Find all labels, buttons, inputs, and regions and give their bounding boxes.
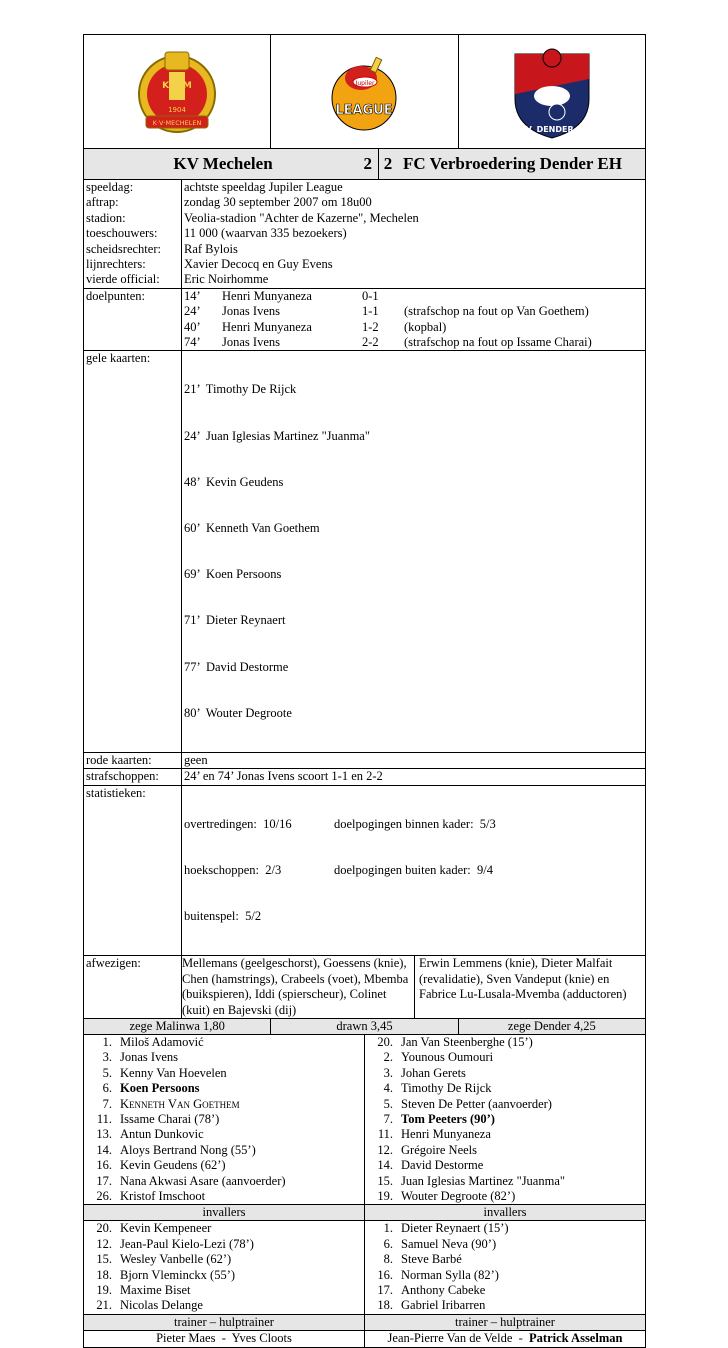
match-info	[84, 180, 645, 1018]
svg-text:Jupiler: Jupiler	[356, 79, 375, 87]
absent-away: Erwin Lemmens (knie), Dieter Malfait (revalidatie), Sven Vandeput (knie) en Fabrice Lu-Lusala-Mvemba (adductoren)	[419, 956, 627, 1002]
player-row: 20. Jan Van Steenberghe (15’)	[377, 1034, 533, 1049]
sub-row: 8. Steve Barbé	[383, 1252, 462, 1267]
player-row: 2. Younous Oumouri	[383, 1050, 494, 1065]
goals-list	[182, 288, 645, 351]
home-trainer-title: trainer – hulptrainer	[174, 1314, 274, 1329]
subs-header	[84, 1204, 645, 1220]
odds-home: zege Malinwa 1,80	[129, 1018, 225, 1033]
sub-row: 6. Samuel Neva (90’)	[383, 1236, 497, 1251]
player-row: 12. Grégoire Neels	[377, 1142, 478, 1157]
trainers	[84, 1330, 645, 1347]
stat-offside: buitenspel: 5/2	[184, 909, 262, 924]
card-row: 69’ Koen Persoons	[184, 567, 282, 582]
sub-row: 17. Anthony Cabeke	[377, 1283, 486, 1298]
svg-text:K·V·M: K·V·M	[162, 80, 193, 91]
sub-row: 20. Kevin Kempeneer	[96, 1221, 212, 1236]
goal-row: 40’ Henri Munyaneza 1-2 (kopbal)	[184, 319, 447, 334]
absent-values	[182, 955, 645, 1018]
player-row: 11. Issame Charai (78’)	[96, 1111, 220, 1126]
card-row: 48’ Kevin Geudens	[184, 474, 284, 489]
odds-away: zege Dender 4,25	[458, 1019, 645, 1034]
stat-shots-on: doelpogingen binnen kader: 5/3	[334, 816, 496, 831]
home-subs	[84, 1221, 364, 1313]
info-label: lijnrechters:	[84, 257, 182, 272]
goal-row: 74’ Jonas Ivens 2-2 (strafschop na fout op Issame Charai)	[184, 335, 592, 350]
yellow-cards-label: gele kaarten:	[84, 350, 182, 752]
info-label: vierde official:	[84, 272, 182, 287]
sub-row: 21. Nicolas Delange	[96, 1298, 203, 1313]
home-score: 2	[363, 154, 372, 173]
penalties-label: strafschoppen:	[84, 768, 182, 784]
away-trainers: Jean-Pierre Van de Velde - Patrick Asselman	[364, 1331, 645, 1347]
away-subs	[364, 1221, 645, 1313]
sub-row: 1. Dieter Reynaert (15’)	[383, 1221, 509, 1236]
svg-text:F.C.V. DENDER E.H.: F.C.V. DENDER E.H.	[509, 124, 595, 134]
home-team-name: KV Mechelen	[173, 154, 273, 173]
stat-fouls: overtredingen: 10/16	[184, 816, 292, 831]
svg-text:K·V·MECHELEN: K·V·MECHELEN	[152, 118, 202, 127]
info-value: zondag 30 september 2007 om 18u00	[184, 195, 372, 210]
home-logo	[84, 35, 270, 148]
info-label: speeldag:	[84, 180, 182, 195]
player-row: 7. Kenneth Van Goethem	[102, 1096, 240, 1111]
sub-row: 12. Jean-Paul Kielo-Lezi (78’)	[96, 1236, 254, 1251]
player-row: 11. Henri Munyaneza	[377, 1127, 491, 1142]
card-row: 21’ Timothy De Rijck	[184, 382, 297, 397]
away-subs-title: invallers	[364, 1205, 645, 1220]
away-logo	[458, 35, 645, 148]
player-row: 15. Juan Iglesias Martinez "Juanma"	[377, 1173, 565, 1188]
red-cards-label: rode kaarten:	[84, 752, 182, 768]
player-row: 16. Kevin Geudens (62’)	[96, 1158, 226, 1173]
away-lineup	[364, 1035, 645, 1204]
player-row: 5. Kenny Van Hoevelen	[102, 1065, 227, 1080]
card-row: 24’ Juan Iglesias Martinez "Juanma"	[184, 428, 370, 443]
odds-row	[84, 1018, 645, 1034]
card-row: 77’ David Destorme	[184, 659, 289, 674]
stats-label: statistieken:	[84, 785, 182, 955]
sub-row: 19. Maxime Biset	[96, 1283, 191, 1298]
sub-row: 16. Norman Sylla (82’)	[377, 1267, 499, 1282]
card-row: 80’ Wouter Degroote	[184, 705, 292, 720]
away-team-name: FC Verbroedering Dender EH	[403, 154, 622, 173]
card-row: 71’ Dieter Reynaert	[184, 613, 286, 628]
stat-shots-off: doelpogingen buiten kader: 9/4	[334, 862, 493, 877]
player-row: 3. Johan Gerets	[383, 1065, 466, 1080]
scoreline	[84, 149, 645, 180]
yellow-cards-list	[182, 350, 645, 752]
home-subs-title: invallers	[202, 1205, 246, 1220]
svg-text:1904: 1904	[168, 105, 187, 114]
trainers-header	[84, 1314, 645, 1330]
player-row: 14. David Destorme	[377, 1158, 484, 1173]
player-row: 17. Nana Akwasi Asare (aanvoerder)	[96, 1173, 286, 1188]
stat-corners: hoekschoppen: 2/3	[184, 862, 282, 877]
info-value: 11 000 (waarvan 335 bezoekers)	[184, 226, 347, 241]
info-label: toeschouwers:	[84, 226, 182, 241]
substitutes	[84, 1220, 645, 1313]
info-value: Veolia-stadion "Achter de Kazerne", Mechelen	[184, 210, 419, 225]
player-row: 1. Miloš Adamović	[102, 1034, 204, 1049]
info-value: Eric Noirhomme	[184, 272, 269, 287]
lineups	[84, 1034, 645, 1204]
info-value: achtste speeldag Jupiler League	[184, 180, 343, 194]
info-label: scheidsrechter:	[84, 242, 182, 257]
player-row: 4. Timothy De Rijck	[383, 1081, 492, 1096]
info-value: Xavier Decocq en Guy Evens	[184, 257, 333, 272]
red-cards-value: geen	[182, 752, 645, 768]
away-score: 2	[383, 154, 393, 173]
player-row: 19. Wouter Degroote (82’)	[377, 1189, 516, 1203]
stats-values	[182, 785, 645, 955]
away-trainer-title: trainer – hulptrainer	[364, 1315, 645, 1330]
goals-label: doelpunten:	[84, 288, 182, 351]
absent-label: afwezigen:	[84, 955, 182, 1018]
home-trainers: Pieter Maes - Yves Cloots	[156, 1330, 292, 1345]
player-row: 6. Koen Persoons	[102, 1081, 200, 1096]
svg-text:LEAGUE: LEAGUE	[335, 102, 394, 118]
info-label: aftrap:	[84, 195, 182, 210]
player-row: 3. Jonas Ivens	[102, 1050, 178, 1065]
player-row: 7. Tom Peeters (90’)	[383, 1111, 495, 1126]
sub-row: 18. Gabriel Iribarren	[377, 1298, 486, 1313]
info-label: stadion:	[84, 211, 182, 226]
goal-row: 24’ Jonas Ivens 1-1 (strafschop na fout op Van Goethem)	[184, 304, 589, 319]
fcv-dender-crest-icon	[507, 44, 597, 140]
odds-draw: drawn 3,45	[270, 1019, 457, 1034]
kv-mechelen-crest-icon	[132, 46, 222, 138]
player-row: 14. Aloys Bertrand Nong (55’)	[96, 1142, 256, 1157]
penalties-value: 24’ en 74’ Jonas Ivens scoort 1-1 en 2-2	[182, 768, 645, 784]
goal-row: 14’ Henri Munyaneza 0-1	[184, 288, 379, 303]
absent-home: Mellemans (geelgeschorst), Goessens (knie), Chen (hamstrings), Crabeels (voet), Mbemba (buikspieren), Iddi (spierscheur), Colinet (kuit) en Bajevski (dij)	[182, 956, 415, 1018]
player-row: 5. Steven De Petter (aanvoerder)	[383, 1096, 552, 1111]
card-row: 60’ Kenneth Van Goethem	[184, 520, 320, 535]
jupiler-league-icon	[321, 52, 407, 132]
sub-row: 15. Wesley Vanbelle (62’)	[96, 1252, 232, 1267]
home-lineup	[84, 1035, 364, 1204]
player-row: 26. Kristof Imschoot	[96, 1189, 206, 1203]
match-sheet	[83, 34, 646, 1348]
logos-row	[84, 35, 645, 149]
sub-row: 18. Bjorn Vleminckx (55’)	[96, 1267, 236, 1282]
player-row: 13. Antun Dunkovic	[96, 1127, 204, 1142]
info-value: Raf Bylois	[184, 241, 238, 256]
competition-logo	[270, 35, 457, 148]
